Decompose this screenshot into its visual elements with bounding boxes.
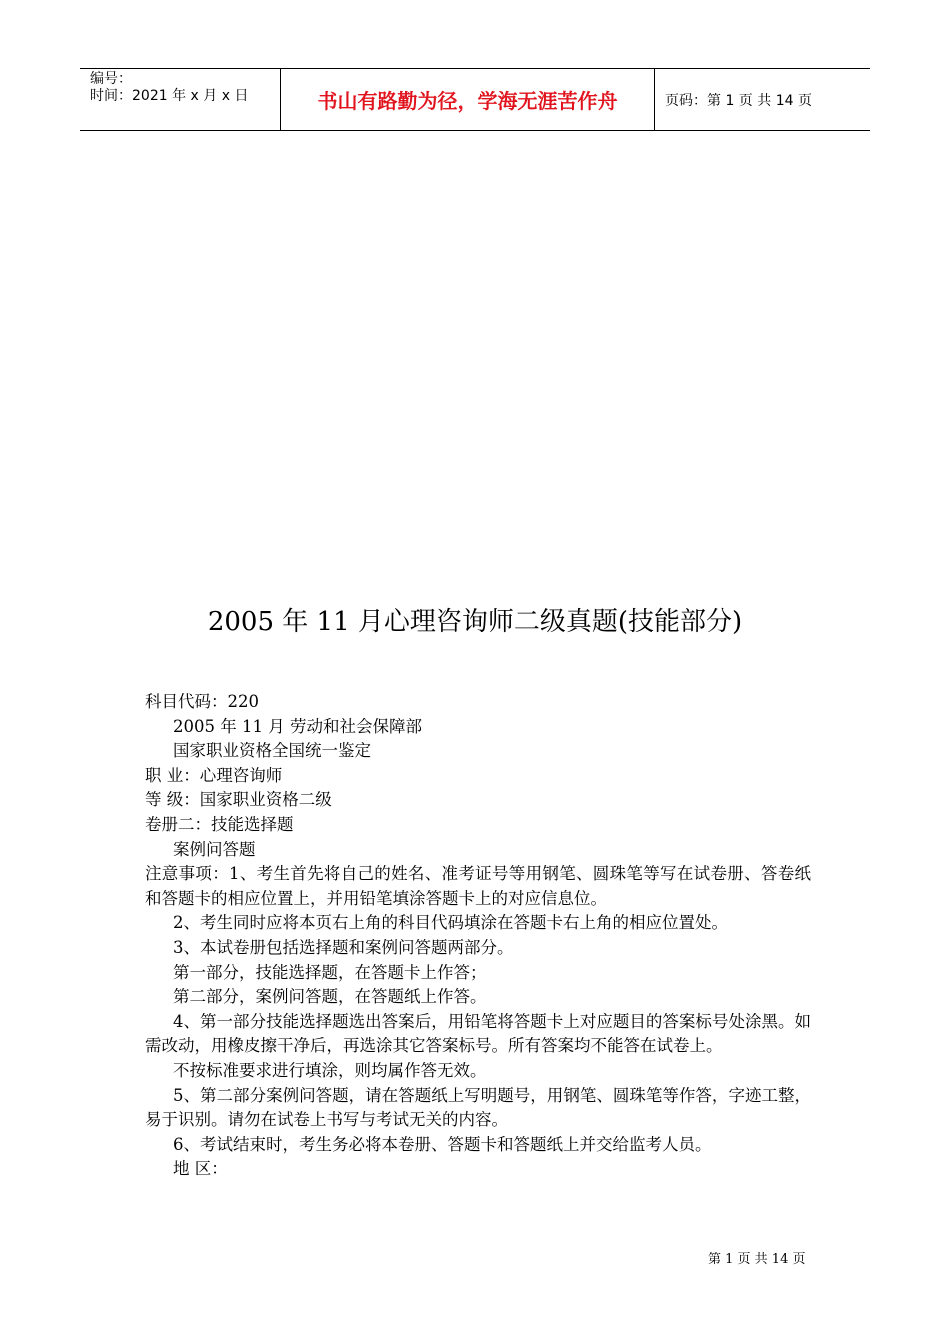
appraisal-line: 国家职业资格全国统一鉴定 [173, 741, 371, 761]
page-header [80, 68, 870, 131]
document-number-label: 编号： [90, 71, 132, 87]
header-page-info: 页码：第 1 页 共 14 页 [665, 92, 812, 109]
part-one-line: 第一部分，技能选择题，在答题卡上作答； [173, 962, 487, 982]
volume-subtitle-line: 案例问答题 [173, 839, 256, 859]
header-meta [80, 69, 281, 130]
occupation-line: 职 业：心理咨询师 [145, 765, 283, 785]
document-body [145, 690, 811, 1182]
notice-paragraph-5: 5、第二部分案例问答题，请在答题纸上写明题号，用钢笔、圆珠笔等作答，字迹工整，易于识别。请勿在试卷上书写与考试无关的内容。 [145, 1085, 811, 1130]
subject-code-line: 科目代码：220 [145, 692, 259, 711]
notice-paragraph-3: 3、本试卷册包括选择题和案例问答题两部分。 [173, 937, 514, 957]
volume-line: 卷册二：技能选择题 [145, 814, 294, 834]
region-line: 地 区： [173, 1159, 228, 1179]
notice-paragraph-1: 注意事项：1、考生首先将自己的姓名、准考证号等用钢笔、圆珠笔等写在试卷册、答卷纸和答题卡的相应位置上，并用铅笔填涂答题卡上的对应信息位。 [145, 864, 811, 908]
page-footer: 第 1 页 共 14 页 [708, 1252, 806, 1267]
level-line: 等 级：国家职业资格二级 [145, 790, 332, 810]
invalid-answer-line: 不按标准要求进行填涂，则均属作答无效。 [173, 1060, 487, 1080]
notice-paragraph-6: 6、考试结束时，考生务必将本卷册、答题卡和答题纸上并交给监考人员。 [173, 1134, 712, 1154]
part-two-line: 第二部分，案例问答题，在答题纸上作答。 [173, 987, 487, 1007]
document-time-label: 时间：2021 年 x 月 x 日 [90, 88, 249, 104]
issuer-line: 2005 年 11 月 劳动和社会保障部 [173, 716, 422, 736]
notice-paragraph-2: 2、考生同时应将本页右上角的科目代码填涂在答题卡右上角的相应位置处。 [173, 913, 728, 933]
document-title: 2005 年 11 月心理咨询师二级真题(技能部分) [207, 607, 743, 637]
header-motto: 书山有路勤为径，学海无涯苦作舟 [281, 69, 655, 130]
notice-paragraph-4: 4、第一部分技能选择题选出答案后，用铅笔将答题卡上对应题目的答案标号处涂黑。如需改动，用橡皮擦干净后，再选涂其它答案标号。所有答案均不能答在试卷上。 [145, 1011, 811, 1056]
